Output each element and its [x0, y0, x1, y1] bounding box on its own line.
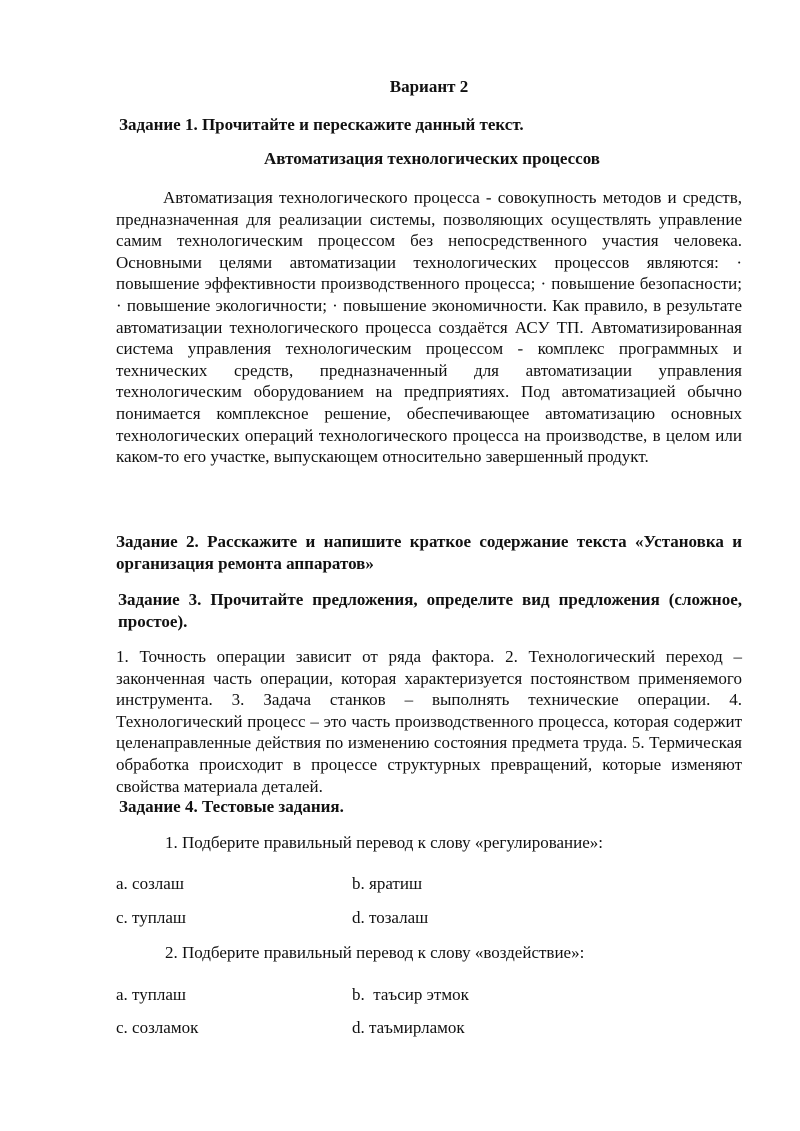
answer-option: b. таъсир этмок — [352, 985, 469, 1004]
task2-heading: Задание 2. Расскажите и напишите краткое содержание текста «Установка и организация ремонта аппаратов» — [116, 532, 742, 573]
answer-option: b. яратиш — [352, 874, 423, 893]
task3-heading: Задание 3. Прочитайте предложения, определите вид предложения (сложное, простое). — [118, 590, 742, 631]
task1-text-title: Автоматизация технологических процессов — [264, 149, 600, 168]
answer-option: c. туплаш — [116, 908, 186, 927]
task4-heading: Задание 4. Тестовые задания. — [119, 797, 344, 816]
answer-option: d. таъмирламок — [352, 1018, 465, 1037]
question-prompt: 2. Подберите правильный перевод к слову «воздействие»: — [165, 943, 585, 962]
task3-paragraph: 1. Точность операции зависит от ряда фактора. 2. Технологический переход – законченная часть операции, которая характеризуется постоянством применяемого инструмента. 3. Задача станков – выполнять технические операции. 4. Технологический процесс – это часть производственного процесса, которая содержит целенаправленные действия по изменению состояния предмета труда. 5. Термическая обработка происходит в процессе структурных превращений, которые изменяют свойства материала деталей. — [116, 647, 742, 796]
task1-paragraph: Автоматизация технологического процесса - совокупность методов и средств, предназначенная для реализации системы, позволяющих осуществлять управление самим технологическим процессом без непосредственного участия человека. Основными целями автоматизации технологических процессов являются: · повышение эффективности производственного процесса; · повышение безопасности; · повышение экологичности; · повышение экономичности. Как правило, в результате автоматизации технологического процесса создаётся АСУ ТП. Автоматизированная система управления технологическим процессом - комплекс программных и технических средств, предназначенный для автоматизации управления технологическим оборудованием на предприятиях. Под автоматизацией обычно понимается комплексное решение, обеспечивающее автоматизацию основных технологических операций технологического процесса на производстве, в целом или каком-то его участке, выпускающем относительно завершенный продукт. — [116, 188, 742, 467]
task1-heading: Задание 1. Прочитайте и перескажите данный текст. — [119, 115, 524, 134]
answer-option: c. созламок — [116, 1018, 199, 1037]
variant-title: Вариант 2 — [389, 77, 469, 96]
question-prompt: 1. Подберите правильный перевод к слову «регулирование»: — [165, 833, 604, 852]
answer-option: a. туплаш — [116, 985, 186, 1004]
answer-option: a. созлаш — [116, 874, 184, 893]
answer-option: d. тозалаш — [352, 908, 429, 927]
